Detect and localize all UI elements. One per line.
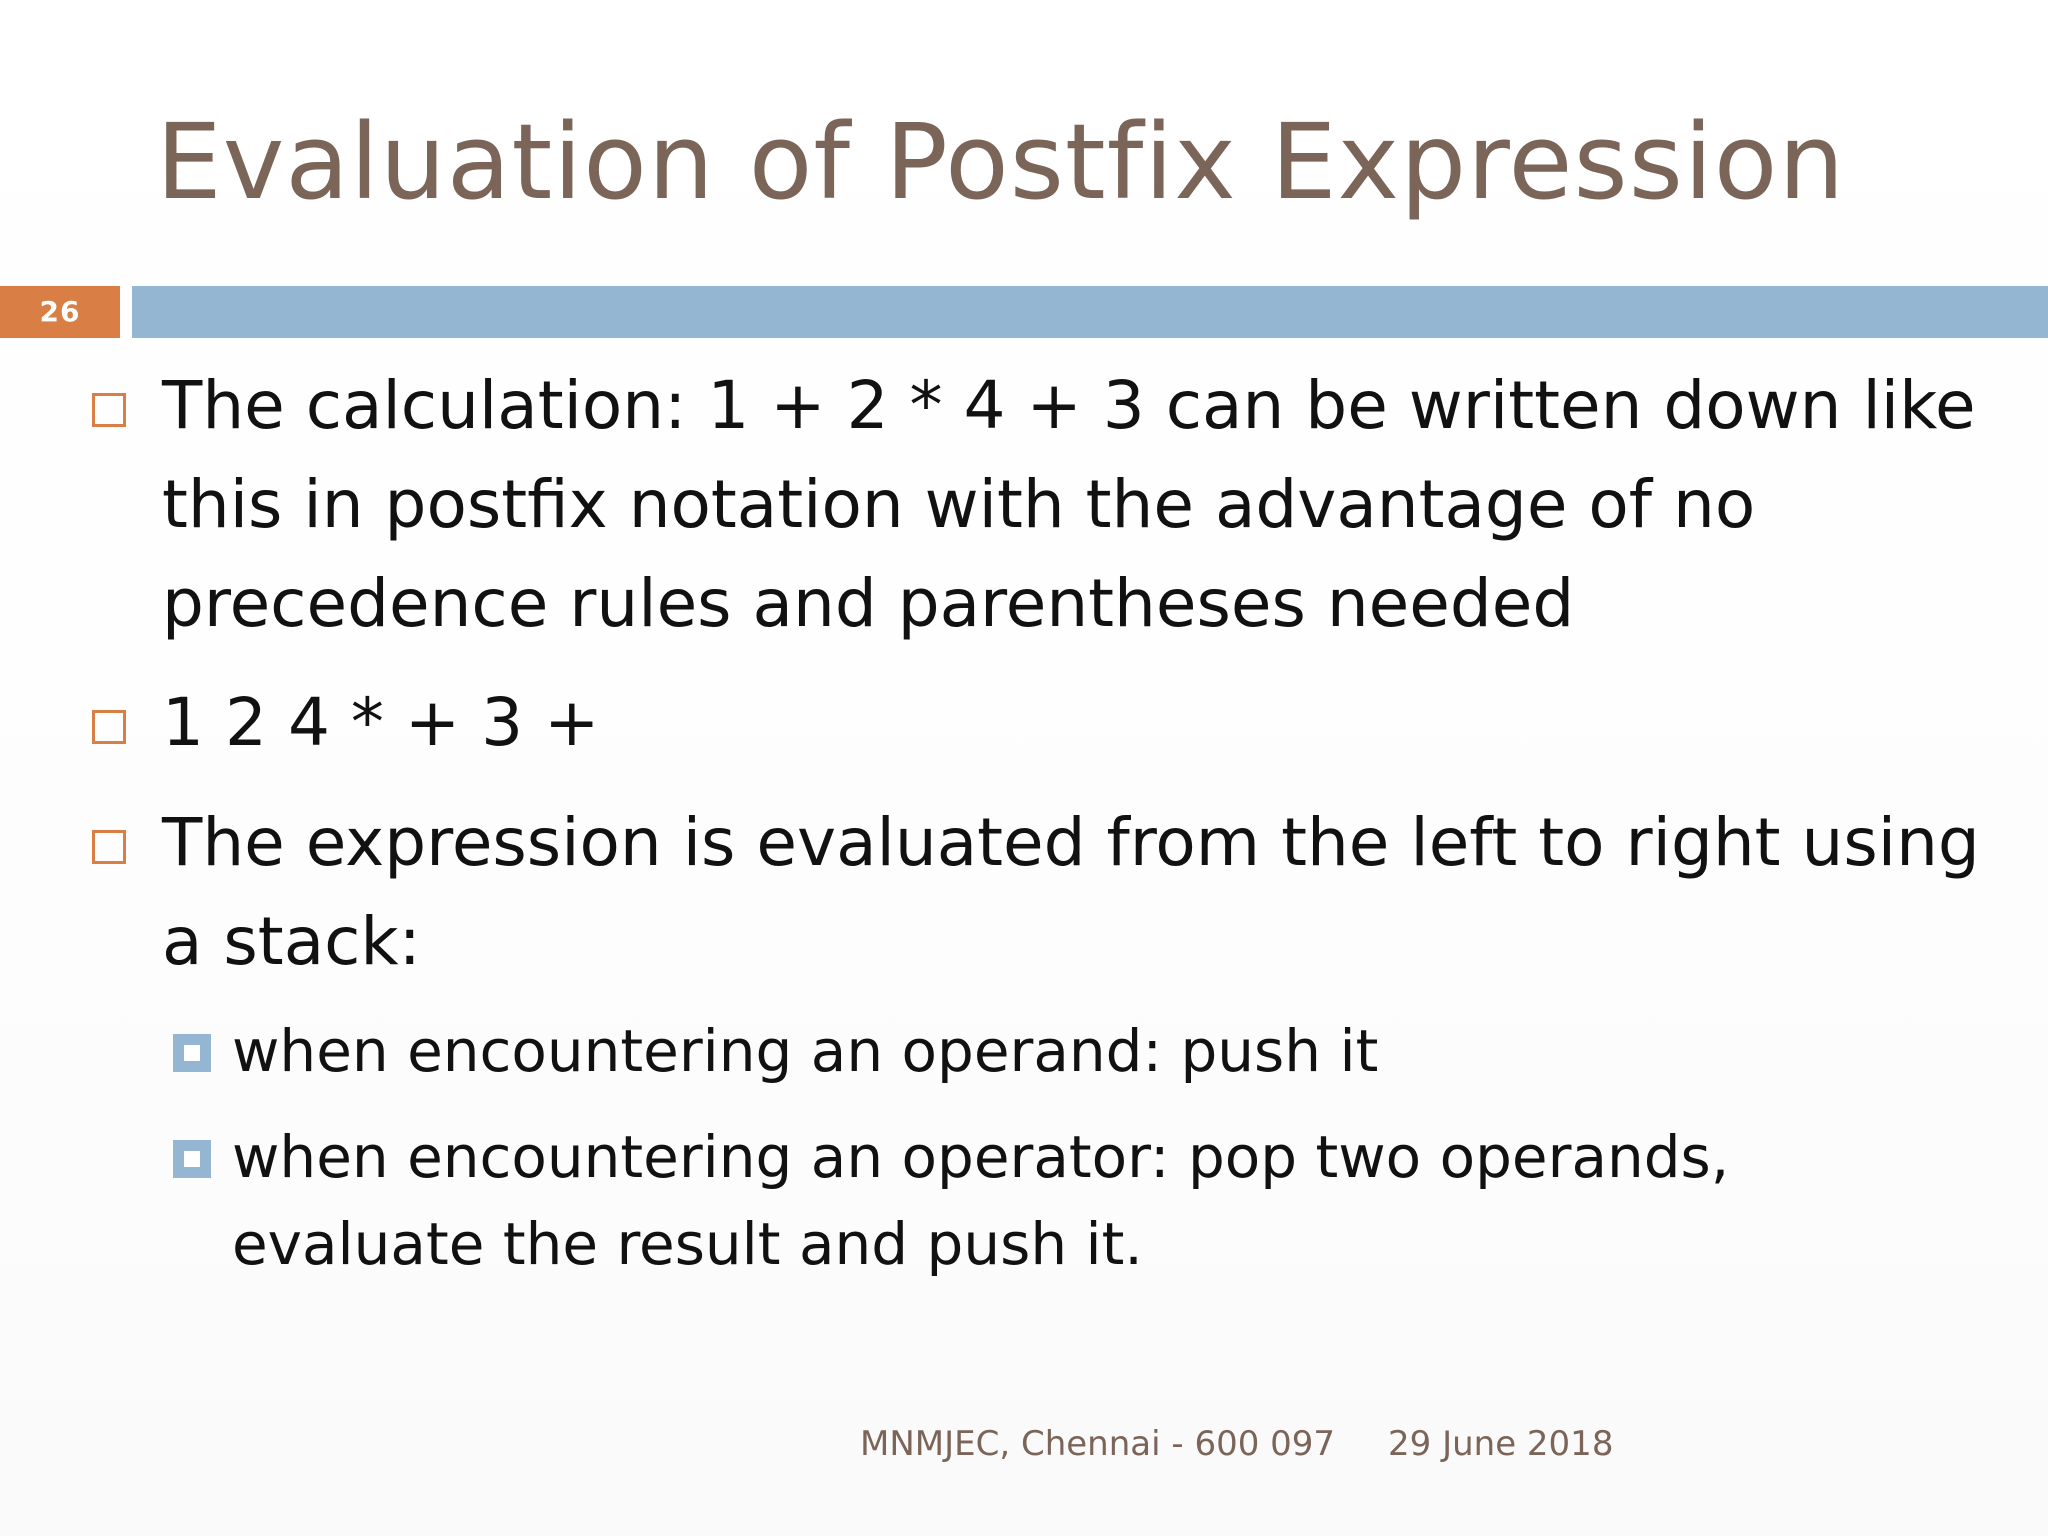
bullet-2: [162, 673, 599, 772]
sub-bullet-line: evaluate the result and push it.: [232, 1210, 1143, 1278]
filled-square-icon: [173, 1140, 211, 1178]
title-divider-bar: [132, 286, 2048, 338]
bullet-line: precedence rules and parentheses needed: [162, 565, 1575, 642]
bullet-line: The calculation: 1 + 2 * 4 + 3 can be written down like: [162, 367, 1976, 444]
hollow-square-icon: [92, 830, 126, 864]
slide-title: Evaluation of Postfix Expression: [156, 101, 1846, 223]
filled-square-icon: [173, 1034, 211, 1072]
hollow-square-icon: [92, 710, 126, 744]
sub-bullet-1: [232, 1008, 1378, 1095]
sub-bullet-line: when encountering an operand: push it: [232, 1017, 1379, 1085]
sub-bullet-line: when encountering an operator: pop two operands,: [232, 1123, 1730, 1191]
bullet-line: a stack:: [162, 903, 421, 980]
bullet-1: [162, 356, 1976, 653]
bullet-line: The expression is evaluated from the left to right using: [162, 804, 1980, 881]
slide-number: 26: [0, 286, 120, 338]
bullet-3: [162, 793, 1980, 991]
footer-date: 29 June 2018: [1388, 1424, 1614, 1464]
bullet-line: this in postfix notation with the advantage of no: [162, 466, 1756, 543]
hollow-square-icon: [92, 393, 126, 427]
sub-bullet-2: [232, 1114, 1729, 1288]
footer-institution: MNMJEC, Chennai - 600 097: [860, 1424, 1336, 1464]
bullet-line: 1 2 4 * + 3 +: [162, 684, 600, 761]
